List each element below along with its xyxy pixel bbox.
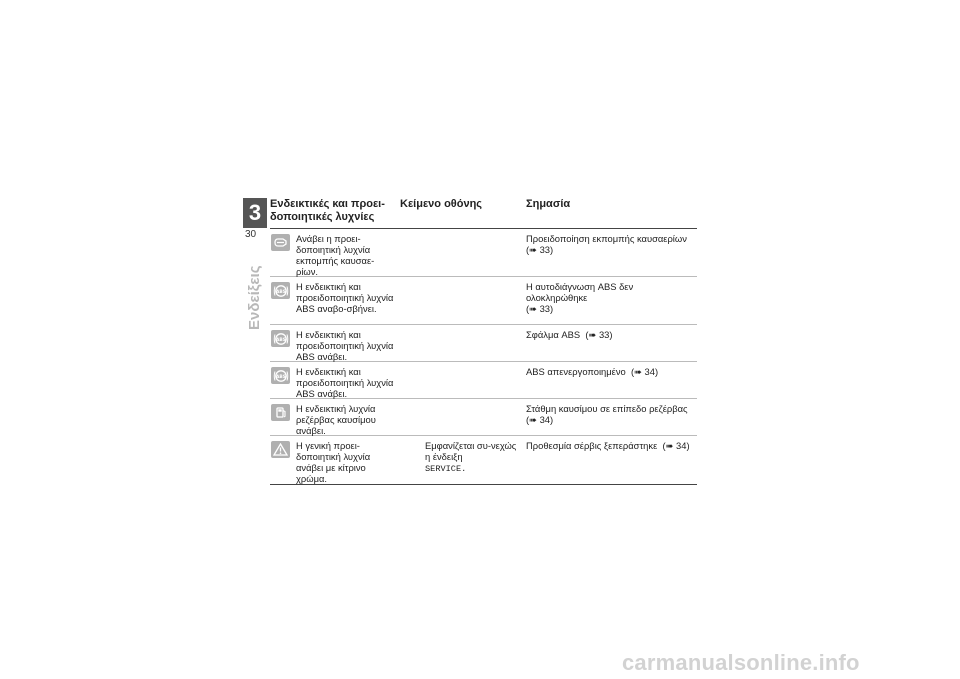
- abs-icon: [271, 367, 290, 384]
- meaning-cell: [526, 440, 696, 451]
- chapter-number: 3: [248, 200, 262, 225]
- indicator-description: Η ενδεικτική και προειδοποιητική λυχνία ABS αναβο-σβήνει.: [296, 281, 394, 314]
- meaning-cell: [526, 403, 696, 425]
- table-row: [270, 436, 697, 485]
- indicator-description: Ανάβει η προει-δοποιητική λυχνία εκπομπής καυσαε-ρίων.: [296, 233, 375, 277]
- abs-icon: [271, 330, 290, 347]
- meaning-cell: [526, 281, 696, 314]
- meaning-text: Προθεσμία σέρβις ξεπεράστηκε: [526, 440, 658, 451]
- meaning-cell: [526, 329, 696, 340]
- svg-text:ABS: ABS: [275, 337, 286, 343]
- header-meaning: Σημασία: [526, 198, 571, 210]
- side-chapter-title: Ενδείξεις: [246, 265, 263, 330]
- meaning-cell: [526, 233, 696, 255]
- table-row: [270, 325, 697, 362]
- svg-text:ABS: ABS: [275, 374, 286, 380]
- exhaust-emission-icon: [271, 234, 290, 251]
- indicator-table: [270, 196, 697, 485]
- meaning-text: Προειδοποίηση εκπομπής καυσαερίων: [526, 233, 687, 244]
- meaning-text: Η αυτοδιάγνωση ABS δεν ολοκληρώθηκε: [526, 281, 634, 303]
- warning-triangle-icon: [271, 441, 290, 458]
- indicator-description: Η ενδεικτική λυχνία ρεζέρβας καυσίμου ανάβει.: [296, 403, 376, 436]
- display-code: SERVICE.: [425, 464, 467, 474]
- header-indicator-lights: Ενδεικτικές και προει-δοποιητικές λυχνίες: [270, 198, 385, 223]
- table-row: [270, 277, 697, 325]
- indicator-description: Η γενική προει-δοποιητική λυχνία ανάβει με κίτρινο χρώμα.: [296, 440, 371, 484]
- indicator-description: Η ενδεικτική και προειδοποιητική λυχνία ABS ανάβει.: [296, 329, 394, 362]
- page-number: 30: [245, 229, 257, 240]
- header-display-text: Κείμενο οθόνης: [400, 198, 483, 210]
- display-text-cell: [425, 440, 520, 475]
- display-text: Εμφανίζεται συ-νεχώς η ένδειξη: [425, 440, 517, 462]
- fuel-pump-icon: [271, 404, 290, 421]
- page-reference: (➠ 33): [585, 329, 613, 340]
- watermark: carmanualsonline.info: [622, 650, 860, 675]
- page-reference: (➠ 34): [526, 414, 554, 425]
- meaning-cell: [526, 366, 696, 377]
- table-row: [270, 362, 697, 399]
- page-reference: (➠ 33): [526, 244, 554, 255]
- indicator-description: Η ενδεικτική και προειδοποιητική λυχνία ABS ανάβει.: [296, 366, 394, 399]
- meaning-text: Σφάλμα ABS: [526, 329, 581, 340]
- table-header: [270, 196, 697, 229]
- page-reference: (➠ 34): [662, 440, 690, 451]
- page-reference: (➠ 33): [526, 303, 554, 314]
- table-row: [270, 229, 697, 277]
- page-reference: (➠ 34): [630, 366, 659, 377]
- table-row: [270, 399, 697, 436]
- meaning-text: Στάθμη καυσίμου σε επίπεδο ρεζέρβας: [526, 403, 688, 414]
- svg-text:ABS: ABS: [275, 289, 286, 295]
- abs-icon: [271, 282, 290, 299]
- chapter-tab: [243, 198, 267, 228]
- meaning-text: ABS απενεργοποιημένο: [526, 366, 626, 377]
